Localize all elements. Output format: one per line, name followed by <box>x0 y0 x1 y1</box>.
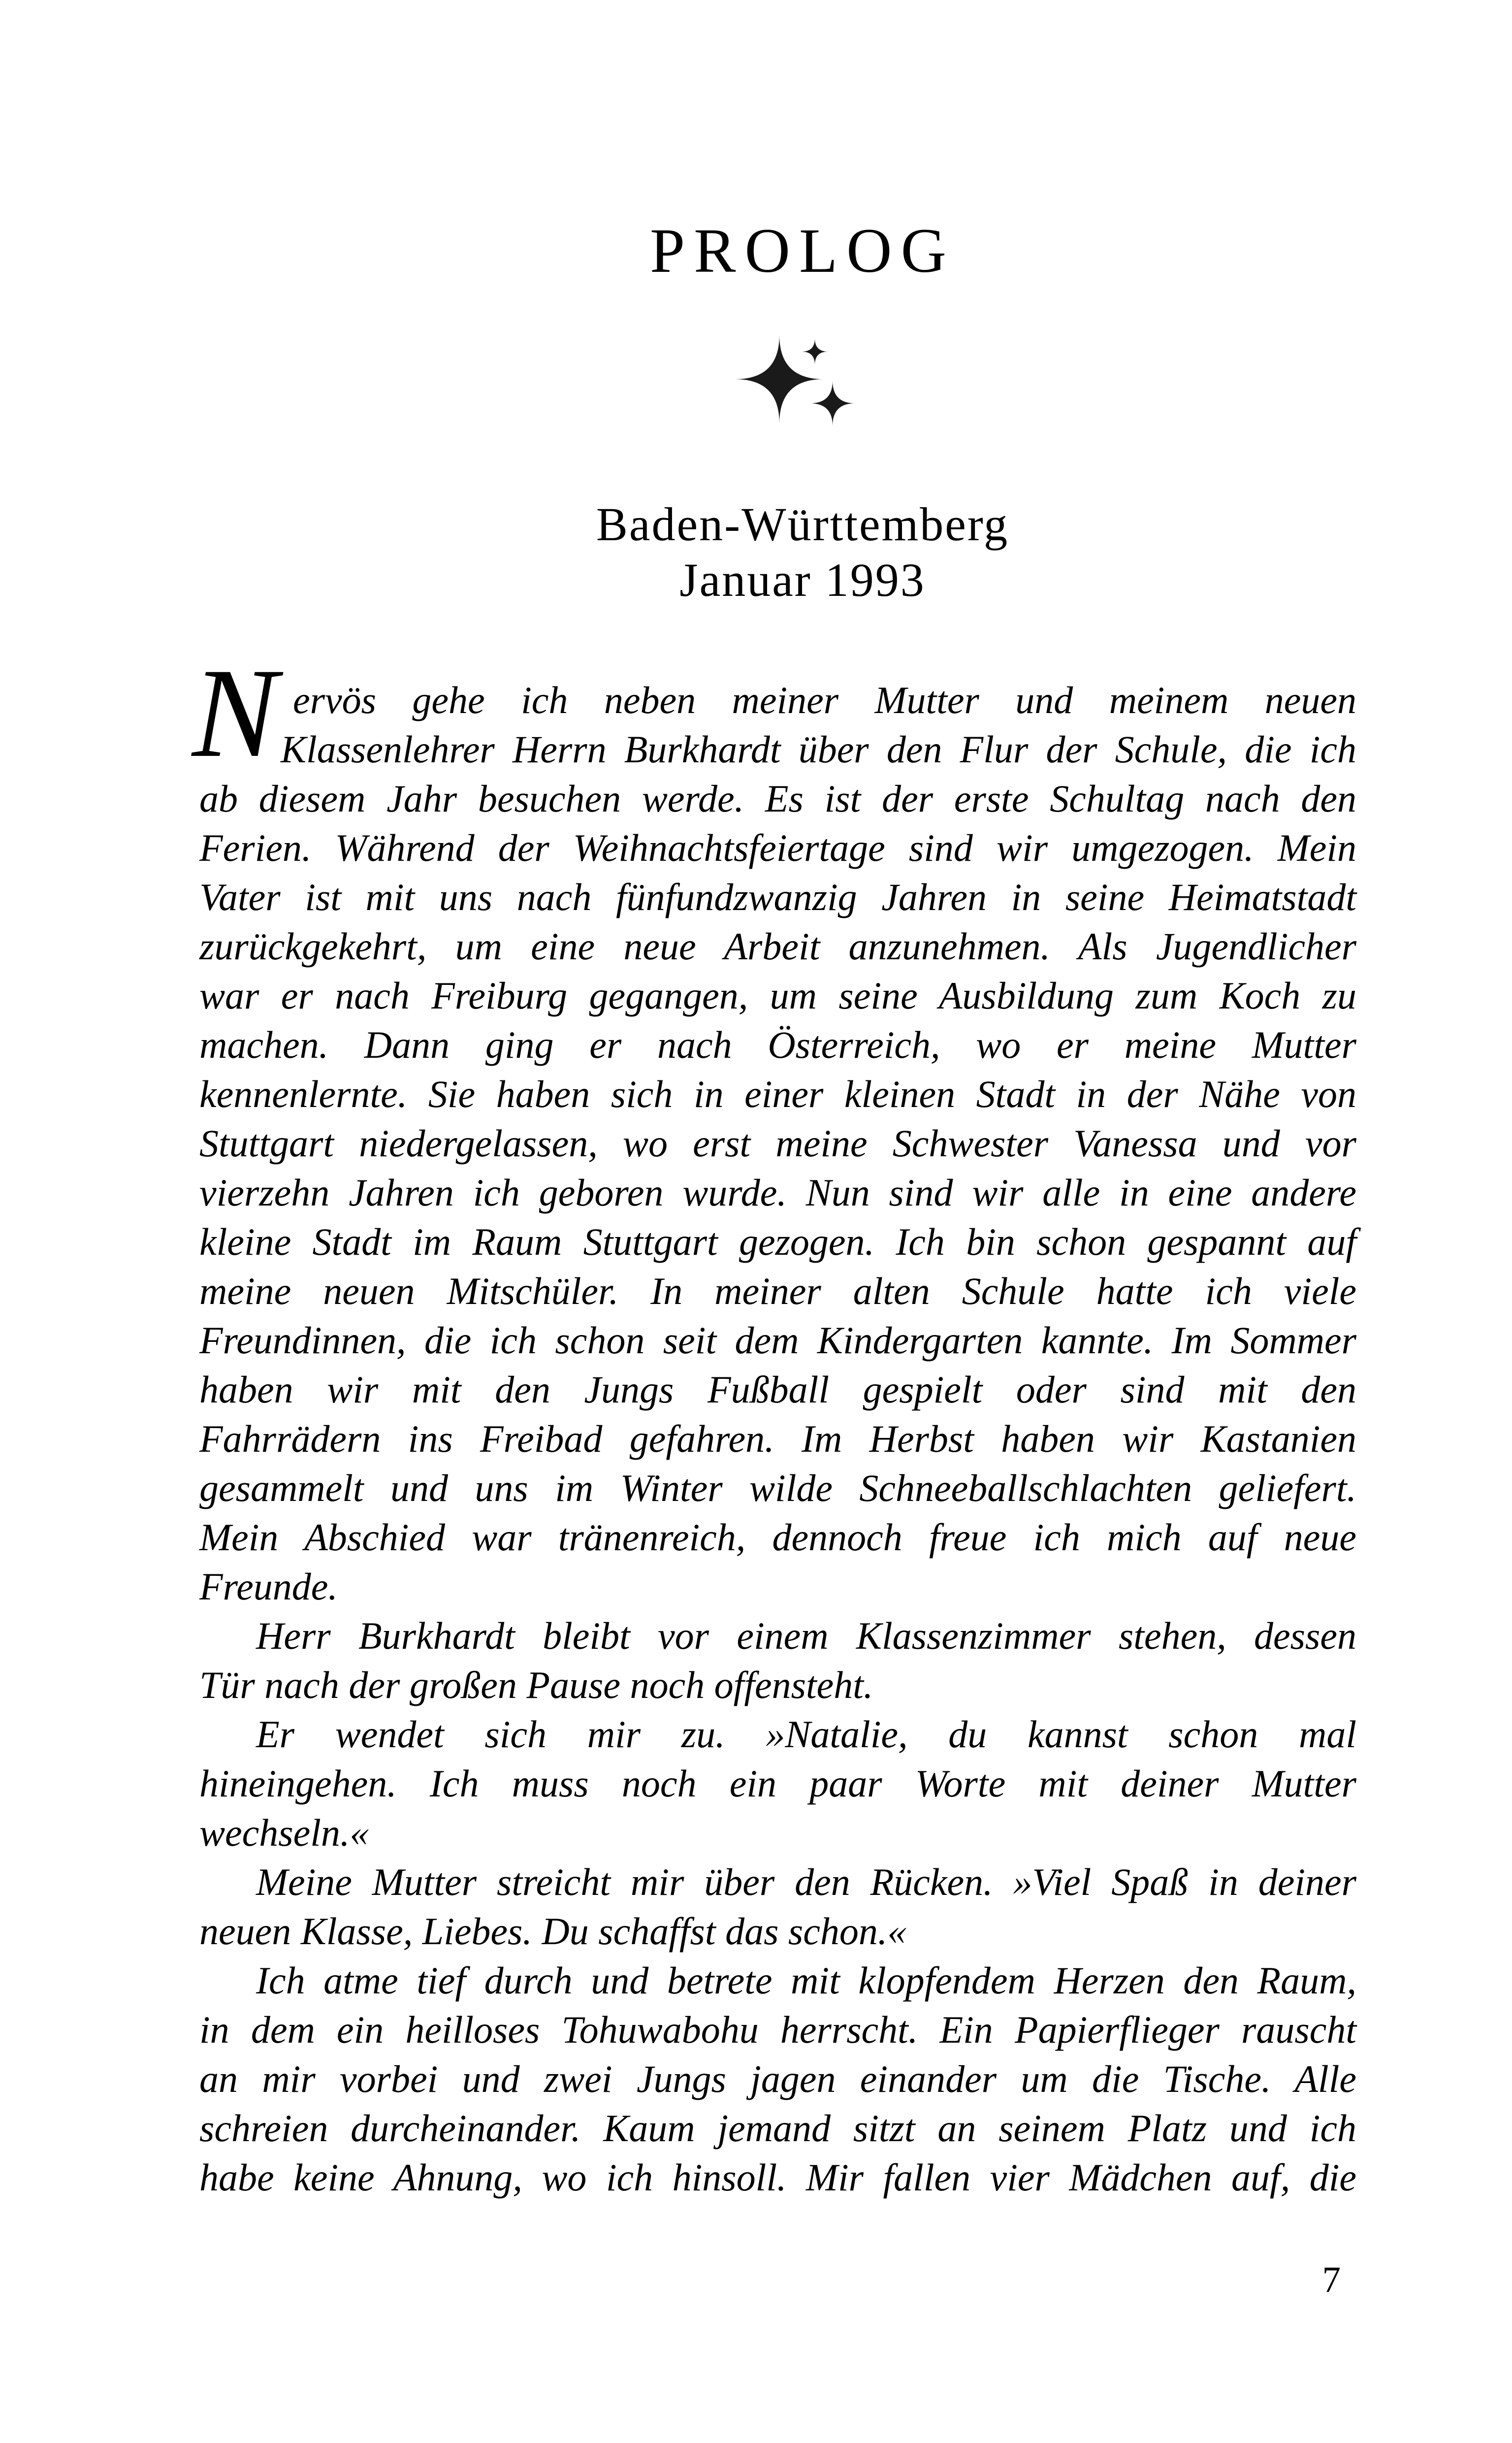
body-line: neuen Klasse, Liebes. Du schaffst das schon.« <box>199 1910 907 1953</box>
sparkles-icon <box>729 331 867 429</box>
body-line: zurückgekehrt, um eine neue Arbeit anzunehmen. Als Jugendlicher <box>199 925 1356 968</box>
body-line: Freunde. <box>199 1565 338 1608</box>
body-line: schreien durcheinander. Kaum jemand sitzt an seinem Platz und ich <box>199 2107 1356 2150</box>
body-line: Fahrrädern ins Freibad gefahren. Im Herbst haben wir Kastanien <box>199 1417 1356 1460</box>
body-line: machen. Dann ging er nach Österreich, wo er meine Mutter <box>199 1023 1356 1066</box>
subtitle-place: Baden-Württemberg <box>596 498 1009 551</box>
body-line: Stuttgart niedergelassen, wo erst meine Schwester Vanessa und vor <box>199 1122 1356 1165</box>
body-line: war er nach Freiburg gegangen, um seine Ausbildung zum Koch zu <box>199 974 1356 1017</box>
body-line: Ferien. Während der Weihnachtsfeiertage sind wir umgezogen. Mein <box>199 826 1356 869</box>
chapter-subtitle <box>224 496 1381 608</box>
body-line: Herr Burkhardt bleibt vor einem Klassenzimmer stehen, dessen <box>256 1614 1356 1657</box>
body-line: Meine Mutter streicht mir über den Rücken. »Viel Spaß in deiner <box>256 1860 1356 1903</box>
body-line: Klassenlehrer Herrn Burkhardt über den Flur der Schule, die ich <box>281 728 1356 771</box>
body-line: ab diesem Jahr besuchen werde. Es ist der erste Schultag nach den <box>199 777 1356 820</box>
body-line: Ich atme tief durch und betrete mit klopfendem Herzen den Raum, <box>256 1959 1356 2002</box>
body-line: kennenlernte. Sie haben sich in einer kleinen Stadt in der Nähe von <box>199 1073 1356 1115</box>
body-line: gesammelt und uns im Winter wilde Schneeballschlachten geliefert. <box>199 1466 1356 1509</box>
body-line: hineingehen. Ich muss noch ein paar Worte mit deiner Mutter <box>199 1762 1356 1805</box>
body-line: in dem ein heilloses Tohuwabohu herrscht. Ein Papierflieger rauscht <box>199 2008 1356 2051</box>
body-line: Vater ist mit uns nach fünfundzwanzig Jahren in seine Heimatstadt <box>199 876 1356 918</box>
body-line: Er wendet sich mir zu. »Natalie, du kannst schon mal <box>256 1713 1356 1756</box>
body-line: Tür nach der großen Pause noch offensteht. <box>199 1663 873 1706</box>
body-line: wechseln.« <box>199 1811 369 1854</box>
body-line: vierzehn Jahren ich geboren wurde. Nun sind wir alle in eine andere <box>199 1171 1356 1214</box>
body-text <box>199 676 1356 2202</box>
subtitle-date: Januar 1993 <box>679 554 926 606</box>
drop-cap: N <box>192 642 278 784</box>
body-line: ervös gehe ich neben meiner Mutter und meinem neuen <box>293 679 1356 721</box>
body-line: Mein Abschied war tränenreich, dennoch freue ich mich auf neue <box>199 1516 1356 1559</box>
body-line: haben wir mit den Jungs Fußball gespielt oder sind mit den <box>199 1368 1356 1411</box>
body-line: habe keine Ahnung, wo ich hinsoll. Mir fallen vier Mädchen auf, die <box>199 2156 1356 2199</box>
body-line: Freundinnen, die ich schon seit dem Kindergarten kannte. Im Sommer <box>199 1319 1356 1362</box>
body-line: an mir vorbei und zwei Jungs jagen einander um die Tische. Alle <box>199 2057 1356 2100</box>
chapter-title: PROLOG <box>649 216 956 286</box>
page-number: 7 <box>1322 2259 1341 2300</box>
body-line: kleine Stadt im Raum Stuttgart gezogen. Ich bin schon gespannt auf <box>199 1220 1356 1263</box>
body-line: meine neuen Mitschüler. In meiner alten Schule hatte ich viele <box>199 1270 1356 1312</box>
